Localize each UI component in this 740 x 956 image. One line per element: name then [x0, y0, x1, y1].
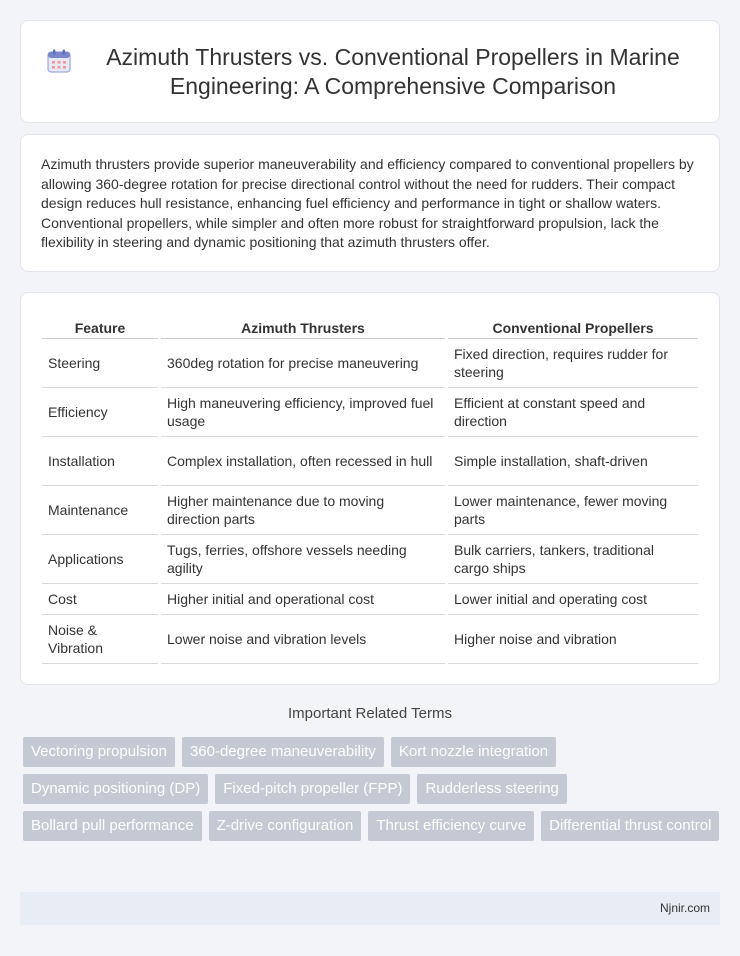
calendar-icon — [45, 47, 73, 75]
comparison-table-card — [20, 292, 720, 685]
table-cell: Complex installation, often recessed in hull — [161, 437, 445, 486]
table-cell: Higher maintenance due to moving direction parts — [161, 486, 445, 535]
table-header-row — [42, 315, 698, 339]
table-row — [42, 339, 698, 388]
term-tag[interactable]: Bollard pull performance — [23, 811, 202, 841]
table-row — [42, 388, 698, 437]
table-cell: Bulk carriers, tankers, traditional cargo ships — [448, 535, 698, 584]
term-tag[interactable]: Dynamic positioning (DP) — [23, 774, 208, 804]
table-cell: Steering — [42, 339, 158, 388]
table-cell: Noise & Vibration — [42, 615, 158, 664]
table-cell: 360deg rotation for precise maneuvering — [161, 339, 445, 388]
table-row — [42, 584, 698, 615]
table-cell: Maintenance — [42, 486, 158, 535]
related-terms-heading: Important Related Terms — [288, 705, 452, 722]
page-title: Azimuth Thrusters vs. Conventional Propellers in Marine Engineering: A Comprehensive Comparison — [106, 43, 680, 99]
table-cell: Higher initial and operational cost — [161, 584, 445, 615]
table-cell: Cost — [42, 584, 158, 615]
table-row — [42, 535, 698, 584]
term-tag[interactable]: Thrust efficiency curve — [368, 811, 534, 841]
table-cell: Efficient at constant speed and direction — [448, 388, 698, 437]
table-cell: Higher noise and vibration — [448, 615, 698, 664]
table-cell: Lower noise and vibration levels — [161, 615, 445, 664]
table-cell: Lower maintenance, fewer moving parts — [448, 486, 698, 535]
table-row — [42, 486, 698, 535]
footer — [20, 892, 720, 925]
column-header-azimuth: Azimuth Thrusters — [161, 315, 445, 339]
table-cell: Tugs, ferries, offshore vessels needing agility — [161, 535, 445, 584]
table-cell: High maneuvering efficiency, improved fuel usage — [161, 388, 445, 437]
table-cell: Applications — [42, 535, 158, 584]
column-header-feature: Feature — [42, 315, 158, 339]
table-cell: Fixed direction, requires rudder for steering — [448, 339, 698, 388]
summary-text: Azimuth thrusters provide superior maneuverability and efficiency compared to conventional propellers by allowing 360-degree rotation for precise directional control without the need for rudders. Their compact design reduces hull resistance, enhancing fuel efficiency and performance in tight or shallow waters. Conventional propellers, while simpler and often more robust for straightforward propulsion, lack the flexibility in steering and dynamic positioning that azimuth thrusters offer. — [41, 156, 694, 251]
summary-card — [20, 134, 720, 272]
term-tag[interactable]: Vectoring propulsion — [23, 737, 175, 767]
table-cell: Efficiency — [42, 388, 158, 437]
column-header-conventional: Conventional Propellers — [448, 315, 698, 339]
term-tag[interactable]: Kort nozzle integration — [391, 737, 556, 767]
term-tag[interactable]: Rudderless steering — [417, 774, 566, 804]
table-cell: Simple installation, shaft-driven — [448, 437, 698, 486]
term-tag[interactable]: Z-drive configuration — [209, 811, 362, 841]
term-tag[interactable]: 360-degree maneuverability — [182, 737, 384, 767]
comparison-table — [39, 315, 701, 664]
table-row — [42, 437, 698, 486]
related-terms-list — [23, 737, 723, 841]
footer-site-link[interactable]: Njnir.com — [659, 901, 710, 915]
table-cell: Lower initial and operating cost — [448, 584, 698, 615]
term-tag[interactable]: Fixed-pitch propeller (FPP) — [215, 774, 410, 804]
term-tag[interactable]: Differential thrust control — [541, 811, 719, 841]
table-row — [42, 615, 698, 664]
table-cell: Installation — [42, 437, 158, 486]
title-card — [20, 20, 720, 123]
